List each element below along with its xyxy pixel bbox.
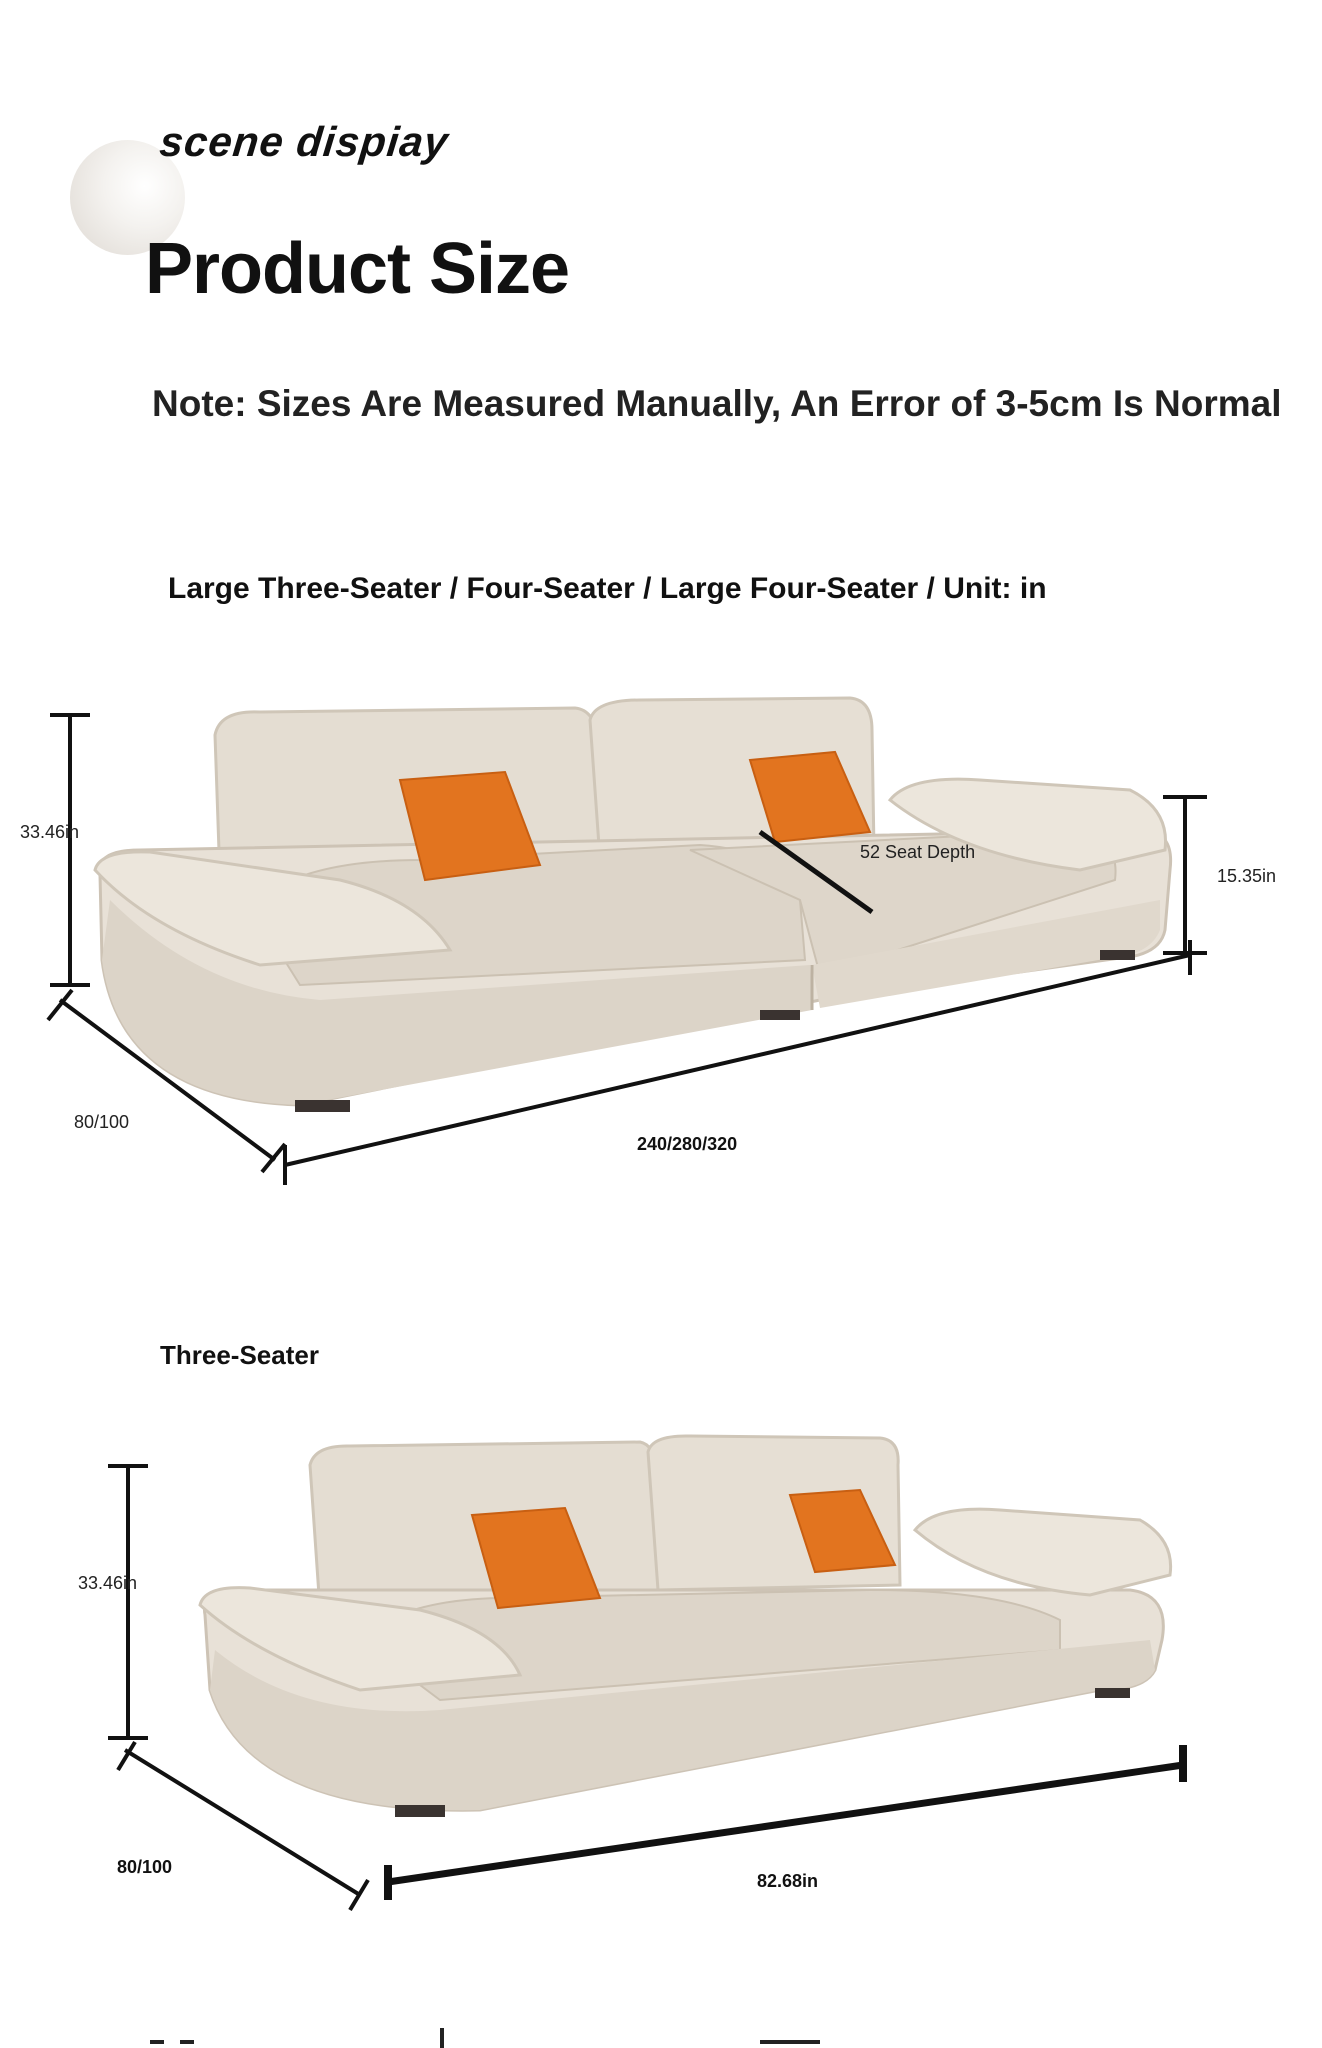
- length-label-three: 82.68in: [757, 1871, 819, 1891]
- height-label-three: 33.46in: [78, 1573, 138, 1593]
- measurement-note: Note: Sizes Are Measured Manually, An Error of 3-5cm Is Normal: [152, 383, 1282, 424]
- script-title: scene dispiay: [157, 118, 452, 165]
- variant-label-three: Three-Seater: [160, 1340, 319, 1370]
- height-label-large: 33.46in: [20, 822, 80, 842]
- depth-label-large: 80/100: [74, 1112, 130, 1132]
- variant-label-large: Large Three-Seater / Four-Seater / Large Four-Seater / Unit: in: [168, 572, 1047, 605]
- cropped-next-section: [150, 2028, 820, 2048]
- seat-height-label: 15.35in: [1217, 866, 1277, 886]
- sofa-large-illustration: [95, 698, 1171, 1112]
- sofa-three-illustration: [200, 1436, 1171, 1817]
- length-label-large: 240/280/320: [637, 1134, 738, 1154]
- seat-depth-label: 52 Seat Depth: [860, 842, 976, 862]
- page-title: Product Size: [145, 229, 570, 309]
- depth-label-three: 80/100: [117, 1857, 173, 1877]
